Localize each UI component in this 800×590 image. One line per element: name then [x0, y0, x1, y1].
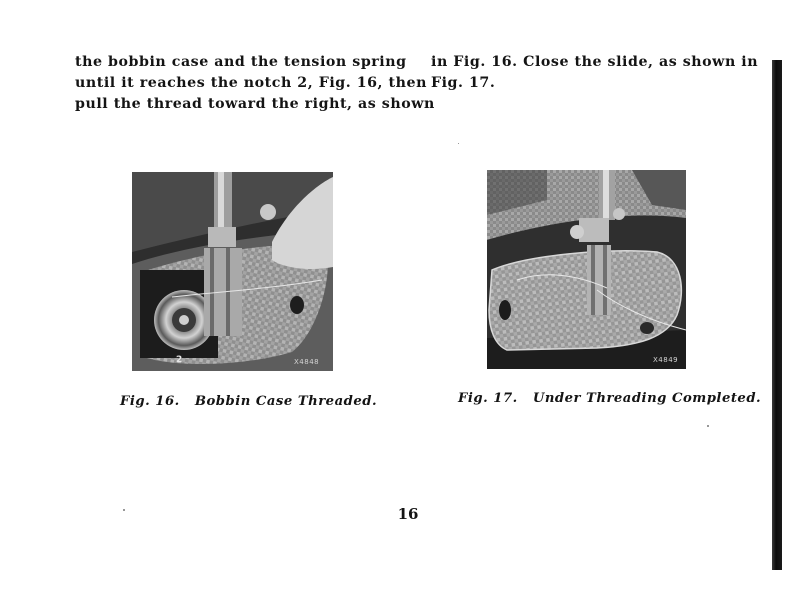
page-edge-shadow [772, 60, 782, 570]
text-line: the bobbin case and the tension spring [75, 54, 407, 70]
fig16-callout-label: 2 [176, 355, 183, 365]
fig16-plate-code: X4848 [294, 358, 320, 366]
text-line: until it reaches the notch 2, Fig. 16, then [75, 75, 427, 91]
fig17-number: Fig. 17. [458, 391, 518, 406]
page-number: 16 [397, 505, 419, 523]
fig16-illustration [132, 172, 333, 371]
fig16-title: Bobbin Case Threaded. [194, 394, 378, 409]
left-text-column [75, 52, 435, 115]
fig17-illustration [487, 170, 686, 369]
scan-speck [458, 143, 459, 144]
fig17-caption [458, 391, 761, 406]
fig16-number: Fig. 16. [120, 394, 180, 409]
fig16-photo [132, 172, 333, 371]
scan-speck [707, 425, 709, 427]
text-line: in Fig. 16. Close the slide, as shown in [431, 54, 759, 70]
fig17-plate-code: X4849 [653, 356, 679, 364]
text-line: Fig. 17. [431, 75, 496, 91]
scan-speck [123, 509, 125, 511]
text-line: pull the thread toward the right, as shown [75, 96, 435, 112]
fig17-photo [487, 170, 686, 369]
fig16-caption [120, 394, 377, 409]
fig17-title: Under Threading Completed. [532, 391, 762, 406]
right-text-column [431, 52, 759, 94]
